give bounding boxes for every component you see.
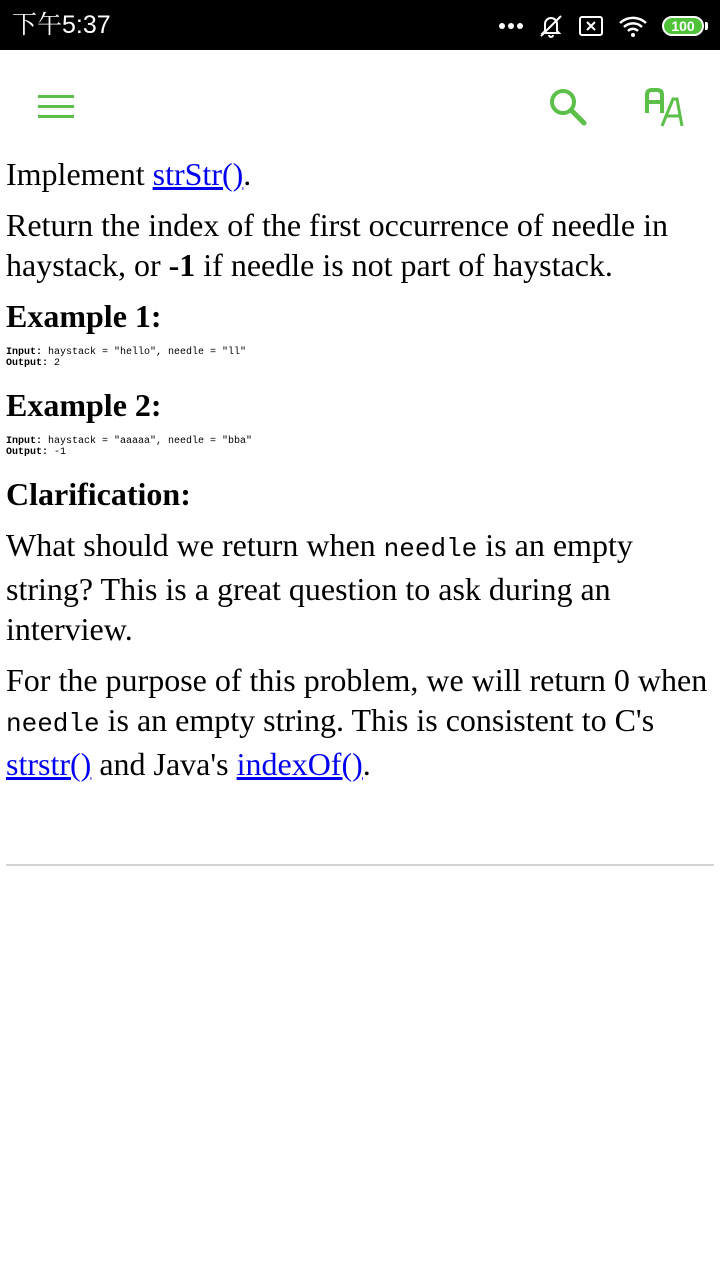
app-toolbar (0, 50, 720, 154)
example-2-heading: Example 2: (6, 387, 162, 423)
hamburger-menu-icon[interactable] (36, 94, 76, 120)
clarification-paragraph-1: What should we return when needle is an empty string? This is a great question to ask during an interview. (6, 527, 633, 647)
inline-code-needle: needle (6, 709, 100, 739)
more-dots-icon (498, 22, 524, 30)
inline-code-needle: needle (383, 534, 478, 564)
problem-description (6, 154, 714, 795)
example-1-heading: Example 1: (6, 298, 162, 334)
clarification-heading: Clarification: (6, 476, 191, 512)
status-icons (484, 12, 708, 40)
example-2-code: Input: haystack = "aaaaa", needle = "bba" Output: -1 (6, 436, 253, 458)
example-1-code: Input: haystack = "hello", needle = "ll" Output: 2 (6, 347, 247, 369)
status-time: 下午5:37 (12, 11, 111, 39)
wifi-icon (618, 14, 648, 38)
status-bar (0, 0, 720, 50)
strstr-c-link[interactable]: strstr() (6, 746, 92, 782)
strstr-link[interactable]: strStr() (152, 156, 244, 192)
description-paragraph: Return the index of the first occurrence of needle in haystack, or -1 if needle is not part of haystack. (6, 207, 668, 283)
intro-paragraph: Implement strStr(). (6, 156, 252, 192)
font-size-icon[interactable] (643, 87, 687, 129)
battery-level: 100 (671, 18, 695, 34)
mute-bell-icon (538, 13, 564, 39)
indexof-java-link[interactable]: indexOf() (236, 746, 363, 782)
sim-blocked-icon (578, 15, 604, 37)
clarification-paragraph-2: For the purpose of this problem, we will return 0 when needle is an empty string. This is consistent to C's strstr() and Java's indexOf(). (6, 662, 708, 782)
battery-icon (662, 16, 708, 36)
search-icon[interactable] (548, 87, 588, 127)
content-divider (6, 864, 714, 866)
